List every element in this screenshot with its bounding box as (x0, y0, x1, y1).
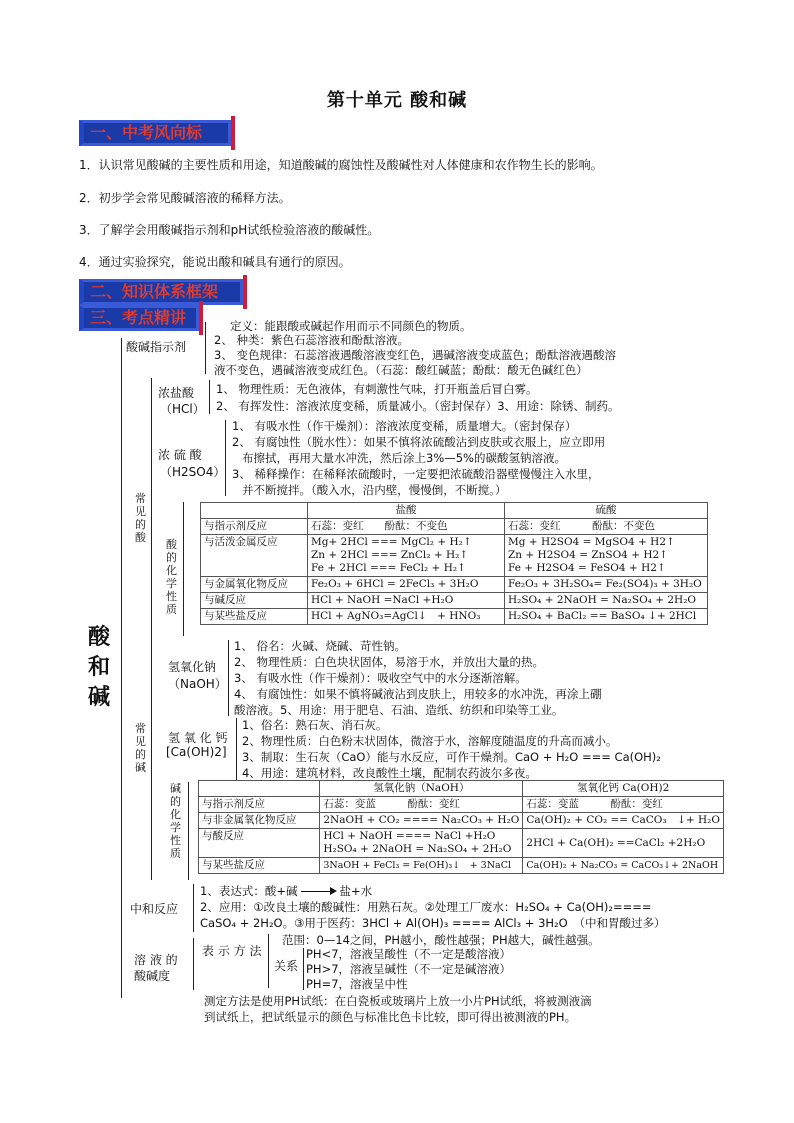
table-header (201, 503, 308, 519)
brace (228, 640, 229, 716)
indicator-line: 2、 种类：紫色石蕊溶液和酚酞溶液。 (214, 333, 409, 347)
table-row (199, 797, 724, 813)
table-header: 氢氧化钠（NaOH） (320, 781, 523, 797)
table-cell: Mg + H2SO4 = MgSO4 + H2↑ Zn + H2SO4 = ZnSO4 + H2↑ Fe + H2SO4 = FeSO4 + H2↑ (505, 535, 708, 577)
table-cell: 石蕊：变蓝 酚酞：变红 (523, 797, 724, 813)
objective: 4．通过实验探究，能说出酸和碱具有通行的原因。 (79, 255, 351, 269)
table-cell: 与金属氧化物反应 (201, 577, 308, 593)
brace (209, 380, 210, 414)
section-title: 一、中考风向标 (90, 123, 203, 142)
brace (205, 322, 206, 374)
table-cell: Ca(OH)₂ + Na₂CO₃ = CaCO₃↓+ 2NaOH (523, 858, 724, 874)
table-header: 盐酸 (308, 503, 505, 519)
caoh-label: 氢 氧 化 钙 (168, 731, 228, 745)
base-properties-table (198, 780, 724, 874)
naoh-line: 2、 物理性质：白色块状固体，易溶于水，并放出大量的热。 (234, 655, 544, 669)
brace (188, 782, 189, 880)
caoh-formula: [Ca(OH)2] (166, 745, 227, 759)
hcl-line: 1、 物理性质：无色液体，有刺激性气味，打开瓶盖后冒白雾。 (216, 382, 538, 396)
caoh-line: 4、用途：建筑材料，改良酸性土壤，配制农药波尔多夜。 (242, 766, 537, 780)
brace (193, 884, 194, 932)
brace (225, 420, 226, 496)
naoh-line: 1、 俗名：火碱、烧碱、苛性钠。 (234, 639, 406, 653)
table-cell: 与活泼金属反应 (201, 535, 308, 577)
table-cell: 2HCl + Ca(OH)₂ ==CaCl₂ +2H₂O (523, 829, 724, 858)
h2so4-label: 浓 硫 酸 (158, 448, 202, 462)
caoh-line: 2、物理性质：白色粉末状固体，微溶于水，溶解度随温度的升高而减小。 (242, 734, 618, 748)
table-row (201, 503, 708, 519)
hcl-line: 2、 有挥发性：溶液浓度变稀，质量减小。（密封保存）3、用途：除锈、制药。 (216, 399, 620, 413)
ph-method-label: 表 示 方 法 (202, 944, 262, 958)
brace (151, 640, 152, 880)
table-row (201, 593, 708, 609)
indicator-line: 定义：能跟酸或碱起作用而示不同颜色的物质。 (230, 319, 472, 333)
table-row (201, 535, 708, 577)
table-row (199, 781, 724, 797)
brace (268, 934, 269, 988)
table-row (201, 577, 708, 593)
root-brace (121, 338, 122, 998)
naoh-line: 3、 有吸水性（作干燥剂）：吸收空气中的水分逐渐溶解。 (234, 671, 527, 685)
section-banner-1 (79, 120, 231, 146)
table-cell: 与某些盐反应 (201, 609, 308, 625)
table-cell: Fe₂O₃ + 6HCl = 2FeCl₃ + 3H₂O (308, 577, 505, 593)
naoh-label: 氢氧化钠 (168, 660, 217, 674)
ph-relation-label: 关系 (274, 959, 299, 973)
root-label: 酸和碱 (88, 624, 111, 710)
indicator-line: 3、 变色规律：石蕊溶液遇酸溶液变红色，遇碱溶液变成蓝色；酚酞溶液遇酸溶 (214, 348, 616, 362)
table-cell: HCl + NaOH ==== NaCl +H₂O H₂SO₄ + 2NaOH = Na₂SO₄ + 2H₂O (320, 829, 523, 858)
h2so4-formula: （H2SO4） (160, 465, 226, 479)
brace (193, 938, 194, 990)
ph-relation-line: PH=7，溶液呈中性 (306, 977, 408, 991)
base-chem-label: 碱的化学性质 (170, 782, 181, 860)
table-cell: 石蕊：变红 酚酞：不变色 (505, 519, 708, 535)
table-cell: Ca(OH)₂ + CO₂ == CaCO₃ ↓+ H₂O (523, 813, 724, 829)
hcl-formula: （HCl） (160, 402, 205, 416)
naoh-line: 酸溶液。5、用途：用于肥皂、石油、造纸、纺织和印染等工业。 (234, 703, 564, 717)
table-cell: 与碱反应 (201, 593, 308, 609)
ph-label: 溶 液 的 (134, 953, 178, 967)
table-cell: Mg+ 2HCl === MgCl₂ + H₂↑ Zn + 2HCl === ZnCl₂ + H₂↑ Fe + 2HCl === FeCl₂ + H₂↑ (308, 535, 505, 577)
table-cell: 石蕊：变红 酚酞：不变色 (308, 519, 505, 535)
brace (151, 378, 152, 640)
table-row (201, 519, 708, 535)
h2so4-line: 布擦拭，再用大量水冲洗，然后涂上3%—5%的碳酸氢钠溶液。 (242, 451, 566, 465)
caoh-line: 3、制取：生石灰（CaO）能与水反应，可作干燥剂。CaO + H₂O === Ca(OH)₂ (242, 750, 661, 764)
ph-range: 范围：0—14之间，PH越小，酸性越强；PH越大，碱性越强。 (282, 933, 600, 947)
h2so4-line: 2、 有腐蚀性（脱水性）：如果不慎将浓硫酸沾到皮肤或衣服上，应立即用 (232, 435, 606, 449)
expression-right: 盐+水 (339, 884, 373, 898)
neutralization-line (200, 884, 372, 899)
table-cell: 与指示剂反应 (201, 519, 308, 535)
table-cell: 3NaOH + FeCl₃ = Fe(OH)₃↓ + 3NaCl (320, 858, 523, 874)
h2so4-line: 3、 稀释操作：在稀释浓硫酸时，一定要把浓硫酸沿器壁慢慢注入水里， (232, 467, 600, 481)
naoh-line: 4、 有腐蚀性：如果不慎将碱液沾到皮肤上，用较多的水冲洗，再涂上硼 (234, 687, 602, 701)
table-header: 硫酸 (505, 503, 708, 519)
table-cell: 与酸反应 (199, 829, 320, 858)
table-cell: H₂SO₄ + 2NaOH = Na₂SO₄ + 2H₂O (505, 593, 708, 609)
ph-measure-line: 到试纸上，把试纸显示的颜色与标准比色卡比较，即可得出被测液的PH。 (204, 1010, 577, 1024)
ph-relation-line: PH<7，溶液呈酸性（不一定是酸溶液） (306, 947, 512, 961)
h2so4-line: 并不断搅拌。（酸入水，沿内壁，慢慢倒，不断搅。） (242, 483, 507, 497)
table-cell: 2NaOH + CO₂ ==== Na₂CO₃ + H₂O (320, 813, 523, 829)
ph-relation-line: PH>7，溶液呈碱性（不一定是碱溶液） (306, 962, 512, 976)
neutralization-line: CaSO₄ + 2H₂O。③用于医药：3HCl + Al(OH)₃ ==== AlCl₃ + 3H₂O （中和胃酸过多） (200, 916, 666, 930)
table-row (201, 609, 708, 625)
common-bases-label: 常见的碱 (135, 722, 146, 774)
table-cell: H₂SO₄ + BaCl₂ == BaSO₄ ↓+ 2HCl (505, 609, 708, 625)
common-acids-label: 常见的酸 (135, 492, 146, 544)
table-cell: Fe₂O₃ + 3H₂SO₄= Fe₂(SO4)₃ + 3H₂O (505, 577, 708, 593)
page-title: 第十单元 酸和碱 (326, 90, 468, 111)
table-cell: HCl + AgNO₃=AgCl↓ + HNO₃ (308, 609, 505, 625)
naoh-formula: （NaOH） (168, 677, 227, 691)
neutralization-line: 2、应用：①改良土壤的酸碱性：用熟石灰。②处理工厂废水：H₂SO₄ + Ca(OH)₂==== (200, 900, 652, 914)
objective: 1．认识常见酸碱的主要性质和用途，知道酸碱的腐蚀性及酸碱性对人体健康和农作物生长的影响。 (79, 158, 603, 172)
table-cell: 与某些盐反应 (199, 858, 320, 874)
indicator-label: 酸碱指示剂 (126, 340, 187, 354)
section-title: 二、知识体系框架 (90, 282, 219, 301)
brace (236, 718, 237, 780)
ph-measure-line: 测定方法是使用PH试纸：在白瓷板或玻璃片上放一小片PH试纸，将被测液滴 (204, 994, 592, 1008)
table-cell: 与指示剂反应 (199, 797, 320, 813)
table-cell: HCl + NaOH =NaCl +H₂O (308, 593, 505, 609)
expression-left: 1、表达式：酸+碱 (200, 884, 298, 898)
objective: 3．了解学会用酸碱指示剂和pH试纸检验溶液的酸碱性。 (79, 223, 380, 237)
objective: 2．初步学会常见酸碱溶液的稀释方法。 (79, 191, 291, 205)
table-header (199, 781, 320, 797)
caoh-line: 1、俗名：熟石灰、消石灰。 (242, 718, 388, 732)
table-row (199, 829, 724, 858)
arrow-right-icon (301, 891, 335, 892)
brace (303, 948, 304, 990)
acid-properties-table (200, 502, 708, 625)
table-cell: 石蕊：变蓝 酚酞：变红 (320, 797, 523, 813)
ph-label-2: 酸碱度 (134, 969, 171, 983)
hcl-label: 浓盐酸 (158, 386, 195, 400)
table-header: 氢氧化钙 Ca(OH)2 (523, 781, 724, 797)
acid-chem-label: 酸的化学性质 (166, 538, 177, 616)
indicator-line: 液不变色，遇碱溶液变成红色。（石蕊：酸红碱蓝；酚酞：酸无色碱红色） (214, 363, 588, 377)
neutralization-label: 中和反应 (130, 902, 179, 916)
section-title: 三、考点精讲 (90, 308, 187, 327)
brace (183, 502, 184, 636)
section-banner-2 (79, 279, 243, 305)
table-cell: 与非金属氧化物反应 (199, 813, 320, 829)
section-banner-3 (79, 305, 199, 331)
table-row (199, 813, 724, 829)
table-row (199, 858, 724, 874)
h2so4-line: 1、 有吸水性（作干燥剂）：溶液浓度变稀，质量增大。（密封保存） (232, 419, 577, 433)
